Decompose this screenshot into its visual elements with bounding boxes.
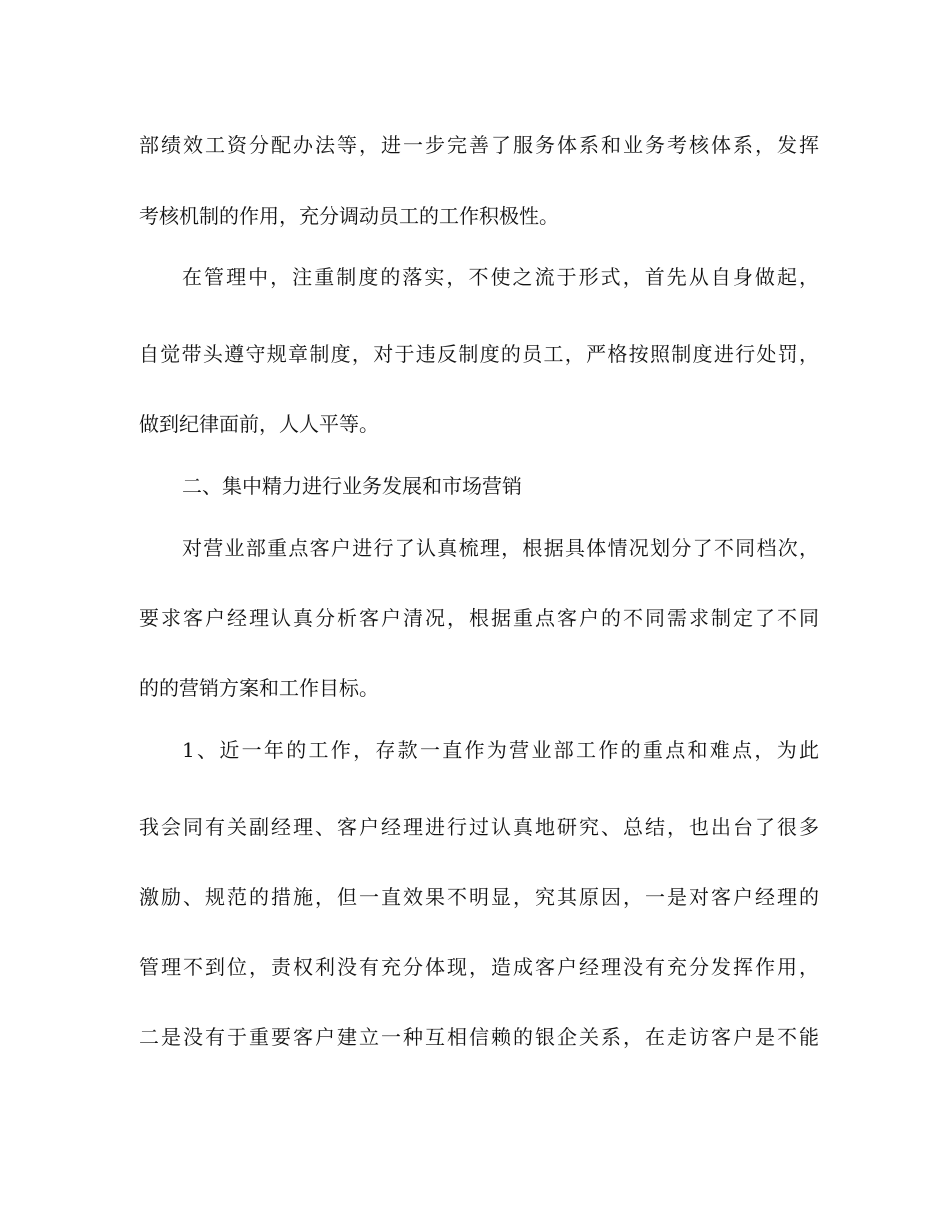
section-heading: 二、集中精力进行业务发展和市场营销 <box>182 474 522 498</box>
text-line: 管理不到位，责权利没有充分体现，造成客户经理没有充分发挥作用， <box>139 955 819 979</box>
text-line: 部绩效工资分配办法等，进一步完善了服务体系和业务考核体系，发挥 <box>139 133 819 157</box>
text-line: 对营业部重点客户进行了认真梳理，根据具体情况划分了不同档次， <box>182 536 819 560</box>
text-line: 要求客户经理认真分析客户清况，根据重点客户的不同需求制定了不同 <box>139 606 819 630</box>
text-line: 的的营销方案和工作目标。 <box>139 676 379 700</box>
text-line: 1、近一年的工作，存款一直作为营业部工作的重点和难点，为此 <box>182 738 819 762</box>
text-line: 我会同有关副经理、客户经理进行过认真地研究、总结，也出台了很多 <box>139 815 819 839</box>
text-line: 自觉带头遵守规章制度，对于违反制度的员工，严格按照制度进行处罚， <box>139 342 819 366</box>
text-line: 激励、规范的措施，但一直效果不明显，究其原因，一是对客户经理的 <box>139 885 819 909</box>
text-line: 考核机制的作用，充分调动员工的工作积极性。 <box>139 204 559 228</box>
text-line: 在管理中，注重制度的落实，不使之流于形式，首先从自身做起， <box>182 265 819 289</box>
text-line: 做到纪律面前，人人平等。 <box>139 412 379 436</box>
text-line: 二是没有于重要客户建立一种互相信赖的银企关系，在走访客户是不能 <box>139 1025 819 1049</box>
